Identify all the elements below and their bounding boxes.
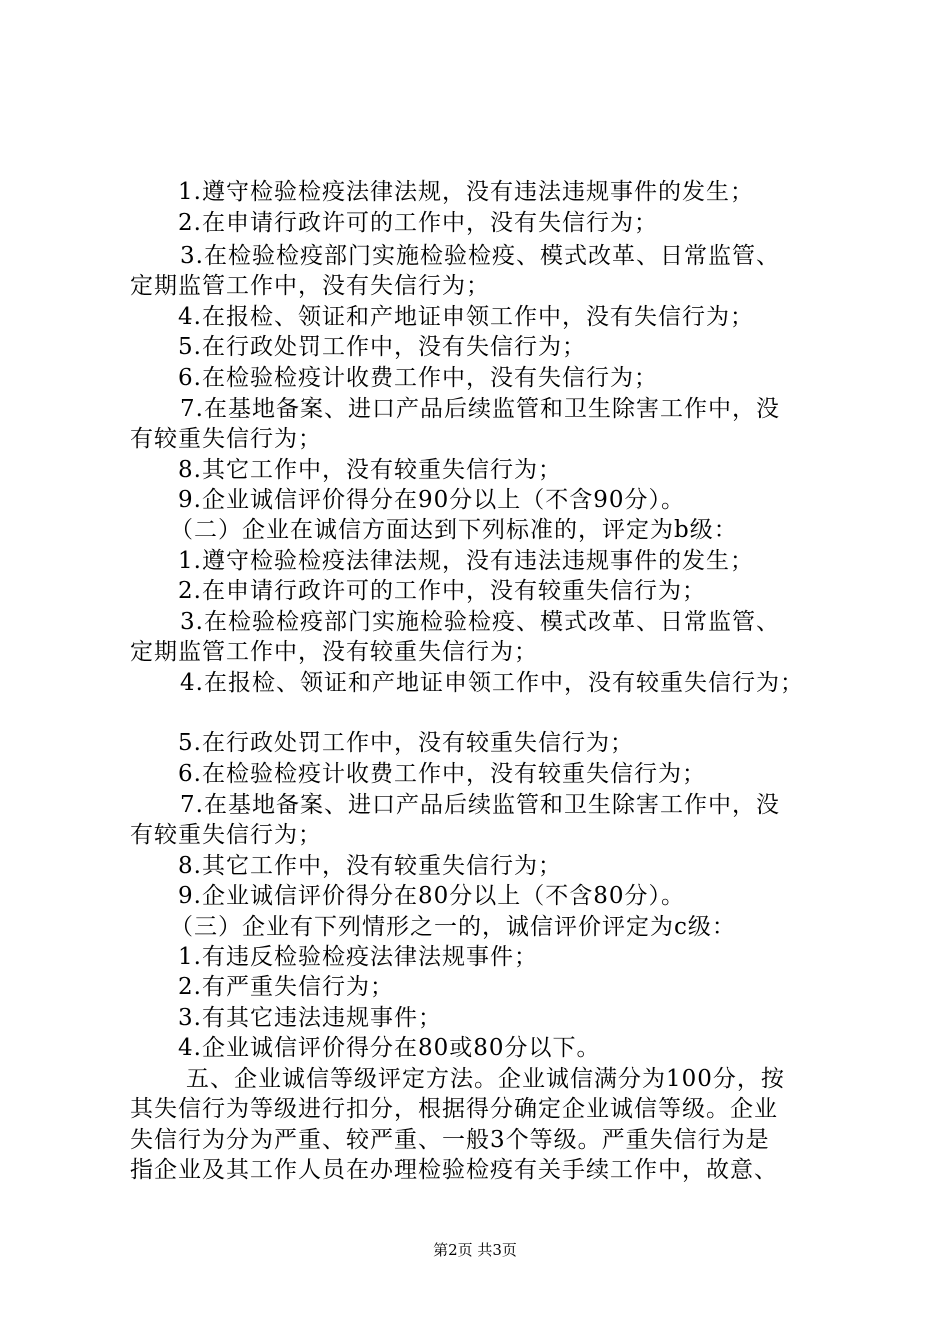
text-line: 6.在检验检疫计收费工作中，没有较重失信行为； xyxy=(178,761,706,787)
text-line: 1.遵守检验检疫法律法规，没有违法违规事件的发生； xyxy=(178,179,754,205)
text-line: 2.有严重失信行为； xyxy=(178,974,394,1000)
text-line: 2.在申请行政许可的工作中，没有失信行为； xyxy=(178,210,658,236)
text-line: 1.遵守检验检疫法律法规，没有违法违规事件的发生； xyxy=(178,548,754,574)
text-line: 5.在行政处罚工作中，没有较重失信行为； xyxy=(178,730,634,756)
text-line: 9.企业诚信评价得分在90分以上（不含90分）。 xyxy=(178,487,685,513)
text-line: 定期监管工作中，没有失信行为； xyxy=(130,273,490,299)
text-line: 4.企业诚信评价得分在80或80分以下。 xyxy=(178,1035,601,1061)
text-line: 7.在基地备案、进口产品后续监管和卫生除害工作中，没 xyxy=(180,792,780,818)
text-line: 5.在行政处罚工作中，没有失信行为； xyxy=(178,334,586,360)
text-line: 定期监管工作中，没有较重失信行为； xyxy=(130,639,538,665)
text-line: 8.其它工作中，没有较重失信行为； xyxy=(178,457,562,483)
text-line: 有较重失信行为； xyxy=(130,822,322,848)
text-line: 4.在报检、领证和产地证申领工作中，没有较重失信行为； xyxy=(180,670,804,696)
text-line: 3.有其它违法违规事件； xyxy=(178,1005,442,1031)
text-line: 8.其它工作中，没有较重失信行为； xyxy=(178,853,562,879)
text-line: 五、企业诚信等级评定方法。企业诚信满分为100分，按 xyxy=(186,1066,785,1092)
text-line: （二）企业在诚信方面达到下列标准的，评定为b级： xyxy=(170,517,738,543)
text-line: 3.在检验检疫部门实施检验检疫、模式改革、日常监管、 xyxy=(180,243,780,269)
text-line: 其失信行为等级进行扣分，根据得分确定企业诚信等级。企业 xyxy=(130,1096,778,1122)
text-line: 3.在检验检疫部门实施检验检疫、模式改革、日常监管、 xyxy=(180,609,780,635)
text-line: 1.有违反检验检疫法律法规事件； xyxy=(178,944,538,970)
text-line: 6.在检验检疫计收费工作中，没有失信行为； xyxy=(178,365,658,391)
text-line: 7.在基地备案、进口产品后续监管和卫生除害工作中，没 xyxy=(180,396,780,422)
text-line: 2.在申请行政许可的工作中，没有较重失信行为； xyxy=(178,578,706,604)
text-line: 4.在报检、领证和产地证申领工作中，没有失信行为； xyxy=(178,304,754,330)
text-line: 有较重失信行为； xyxy=(130,426,322,452)
text-line: 9.企业诚信评价得分在80分以上（不含80分）。 xyxy=(178,883,685,909)
page-footer: 第2页 共3页 xyxy=(433,1241,517,1259)
text-line: 失信行为分为严重、较严重、一般3个等级。严重失信行为是 xyxy=(130,1127,770,1153)
text-line: （三）企业有下列情形之一的，诚信评价评定为c级： xyxy=(170,914,736,940)
text-line: 指企业及其工作人员在办理检验检疫有关手续工作中，故意、 xyxy=(130,1157,778,1183)
